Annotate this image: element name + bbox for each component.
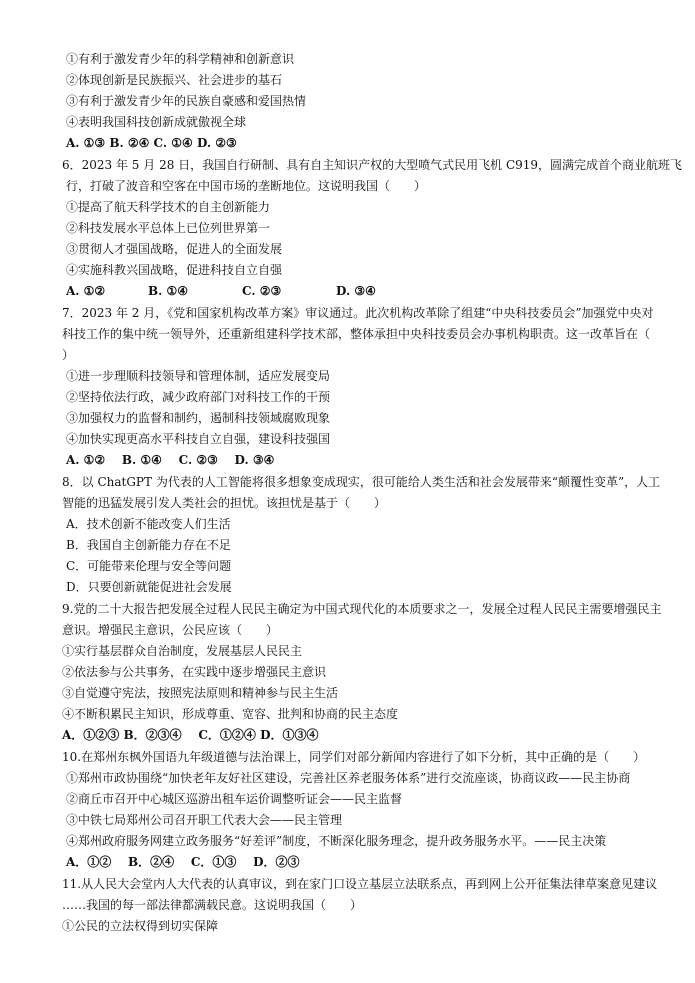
question-9 <box>62 599 662 746</box>
q7-stem-line-1: 7．2023 年 2 月，《党和国家机构改革方案》审议通过。此次机构改革除了组建“中央科技委员会”加强党中央对 <box>62 306 654 320</box>
q6-options <box>62 281 657 302</box>
q6-stem-line-2: 行，打破了波音和空客在中国市场的垄断地位。这说明我国（ ） <box>66 179 427 193</box>
question-11 <box>62 874 657 937</box>
q9-item-1: ①实行基层群众自治制度，发展基层人民民主 <box>62 644 303 658</box>
q11-stem-line-2: ……我国的每一部法律都满载民意。这说明我国（ ） <box>62 898 363 912</box>
q9-stem-line-2: 意识。增强民主意识，公民应该（ ） <box>62 623 279 637</box>
q7-item-2: ②坚持依法行政，减少政府部门对科技工作的干预 <box>66 390 331 404</box>
q7-stem-line-2: 科技工作的集中统一领导外，还重新组建科学技术部，整体承担中央科技委员会办事机构职责。这一改革旨在（ <box>62 327 651 341</box>
q7-item-4: ④加快实现更高水平科技自立自强，建设科技强国 <box>66 432 331 446</box>
exam-page <box>62 49 683 937</box>
q9-item-2: ②依法参与公共事务，在实践中逐步增强民主意识 <box>62 665 327 679</box>
q10-item-4: ④郑州政府服务网建立政务服务“好差评”制度，不断深化服务理念，提升政务服务水平。——民主决策 <box>66 834 607 848</box>
q9-item-3: ③自觉遵守宪法，按照宪法原则和精神参与民主生活 <box>62 686 339 700</box>
q6-option-c: C. ②③ <box>242 284 282 298</box>
q7-stem-line-3: ） <box>62 348 75 362</box>
q8-option-b: B．我国自主创新能力存在不足 <box>66 538 231 552</box>
q6-option-b: B. ①④ <box>148 284 189 298</box>
q7-options: A. ①② B. ①④ C. ②③ D. ③④ <box>66 453 275 467</box>
q6-item-4: ④实施科教兴国战略，促进科技自立自强 <box>66 263 283 277</box>
q7-item-1: ①进一步理顺科技领导和管理体制，适应发展变局 <box>66 369 331 383</box>
q6-item-3: ③贯彻人才强国战略，促进人的全面发展 <box>66 242 283 256</box>
q5-item-1: ①有利于激发青少年的科学精神和创新意识 <box>66 52 295 66</box>
q10-stem: 10.在郑州东枫外国语九年级道德与法治课上，同学们对部分新闻内容进行了如下分析，其中正确的是（ ） <box>62 750 646 764</box>
question-5-tail <box>62 49 657 154</box>
q6-item-2: ②科技发展水平总体上已位列世界第一 <box>66 221 271 235</box>
question-10 <box>62 747 657 873</box>
q10-item-1: ①郑州市政协围绕“加快老年友好社区建设，完善社区养老服务体系”进行交流座谈，协商议政——民主协商 <box>66 771 631 785</box>
q8-stem-line-2: 智能的迅猛发展引发人类社会的担忧。该担忧是基于（ ） <box>62 496 387 510</box>
q8-stem-line-1: 8．以 ChatGPT 为代表的人工智能将很多想象变成现实，很可能给人类生活和社会发展带来“颠覆性变革”，人工 <box>62 475 661 489</box>
q10-item-2: ②商丘市召开中心城区巡游出租车运价调整听证会——民主监督 <box>66 792 403 806</box>
q7-item-3: ③加强权力的监督和制约，遏制科技领域腐败现象 <box>66 411 331 425</box>
q6-option-d: D. ③④ <box>336 284 376 298</box>
q9-options: A．①②③ B．②③④ C．①②④ D．①③④ <box>62 728 319 742</box>
question-7 <box>62 303 657 471</box>
q6-stem-line-1: 6．2023 年 5 月 28 日，我国自行研制、具有自主知识产权的大型喷气式民用飞机 C919，圆满完成首个商业航班飞 <box>62 158 683 172</box>
q8-option-c: C．可能带来伦理与安全等问题 <box>66 559 232 573</box>
q10-options: A．①② B．②④ C．①③ D．②③ <box>66 855 300 869</box>
q11-item-1: ①公民的立法权得到切实保障 <box>62 919 219 933</box>
question-6 <box>62 155 683 302</box>
q9-stem-line-1: 9.党的二十大报告把发展全过程人民民主确定为中国式现代化的本质要求之一，发展全过程人民民主需要增强民主 <box>62 602 662 616</box>
q5-options: A. ①③ B. ②④ C. ①④ D. ②③ <box>66 136 237 150</box>
q6-option-a: A. ①② <box>66 284 106 298</box>
q10-item-3: ③中铁七局郑州公司召开职工代表大会——民主管理 <box>66 813 343 827</box>
q5-item-3: ③有利于激发青少年的民族自豪感和爱国热情 <box>66 94 307 108</box>
q5-item-4: ④表明我国科技创新成就傲视全球 <box>66 115 247 129</box>
question-8 <box>62 472 661 598</box>
q9-item-4: ④不断积累民主知识，形成尊重、宽容、批判和协商的民主态度 <box>62 707 399 721</box>
q6-item-1: ①提高了航天科学技术的自主创新能力 <box>66 200 271 214</box>
q8-option-d: D．只要创新就能促进社会发展 <box>66 580 232 594</box>
q11-stem-line-1: 11.从人民大会堂内人大代表的认真审议，到在家门口设立基层立法联系点，再到网上公开征集法律草案意见建议 <box>62 877 658 891</box>
q5-item-2: ②体现创新是民族振兴、社会进步的基石 <box>66 73 283 87</box>
q8-option-a: A．技术创新不能改变人们生活 <box>66 517 231 531</box>
